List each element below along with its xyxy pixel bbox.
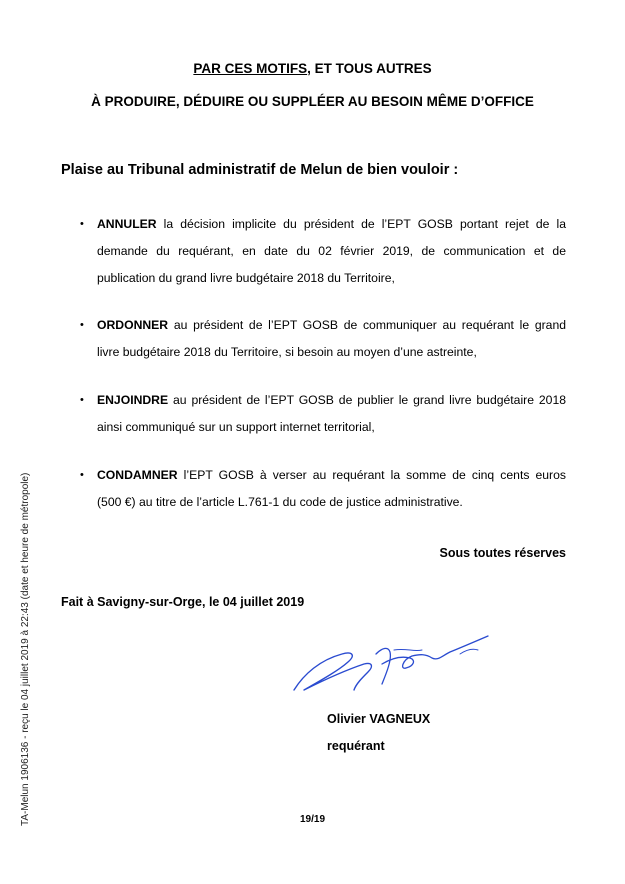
heading-line-2: À PRODUIRE, DÉDUIRE OU SUPPLÉER AU BESOIN MÊME D’OFFICE	[91, 94, 534, 109]
request-verb: ENJOINDRE	[97, 393, 169, 407]
bullet-icon: •	[80, 394, 84, 406]
request-item	[80, 312, 566, 366]
heading-underlined: PAR CES MOTIFS	[193, 61, 308, 76]
signatory-role: requérant	[327, 739, 385, 753]
request-line: publication du grand livre budgétaire 2018 du Territoire,	[97, 271, 395, 285]
bullet-icon: •	[80, 218, 84, 230]
page-number: 19/19	[299, 814, 326, 825]
request-item	[80, 211, 566, 292]
request-verb: ORDONNER	[97, 318, 169, 332]
request-line: (500 €) au titre de l’article L.761-1 du code de justice administrative.	[97, 495, 463, 509]
request-text: la décision implicite du président de l’EPT GOSB portant rejet de la	[156, 217, 566, 231]
handwritten-signature	[290, 624, 510, 704]
request-line: ainsi communiqué sur un support internet territorial,	[97, 420, 375, 434]
request-line	[97, 387, 566, 414]
signatory-name: Olivier VAGNEUX	[327, 712, 431, 726]
request-item	[80, 462, 566, 516]
request-line: demande du requérant, en date du 02 février 2019, de communication et de	[97, 244, 566, 258]
requests-list	[80, 211, 566, 536]
request-text: au président de l’EPT GOSB de communiquer au requérant le grand	[168, 318, 566, 332]
bullet-icon: •	[80, 469, 84, 481]
request-item	[80, 387, 566, 441]
request-verb: CONDAMNER	[97, 468, 178, 482]
intro-text: Plaise au Tribunal administratif de Melun de bien vouloir :	[61, 162, 459, 178]
request-text: l’EPT GOSB à verser au requérant la somme de cinq cents euros	[177, 468, 566, 482]
request-line	[97, 462, 566, 489]
reserves-text: Sous toutes réserves	[439, 546, 566, 560]
request-text: au président de l’EPT GOSB de publier le grand livre budgétaire 2018	[168, 393, 566, 407]
bullet-icon: •	[80, 319, 84, 331]
request-verb: ANNULER	[97, 217, 157, 231]
request-line	[97, 211, 566, 238]
heading-line-1	[0, 61, 625, 76]
signed-place-date: Fait à Savigny-sur-Orge, le 04 juillet 2019	[61, 595, 305, 609]
heading-rest: , ET TOUS AUTRES	[307, 61, 432, 76]
court-receipt-stamp: TA-Melun 1906136 - reçu le 04 juillet 2019 à 22:43 (date et heure de métropole)	[20, 472, 31, 826]
request-line	[97, 312, 566, 339]
request-line: livre budgétaire 2018 du Territoire, si besoin au moyen d’une astreinte,	[97, 345, 477, 359]
